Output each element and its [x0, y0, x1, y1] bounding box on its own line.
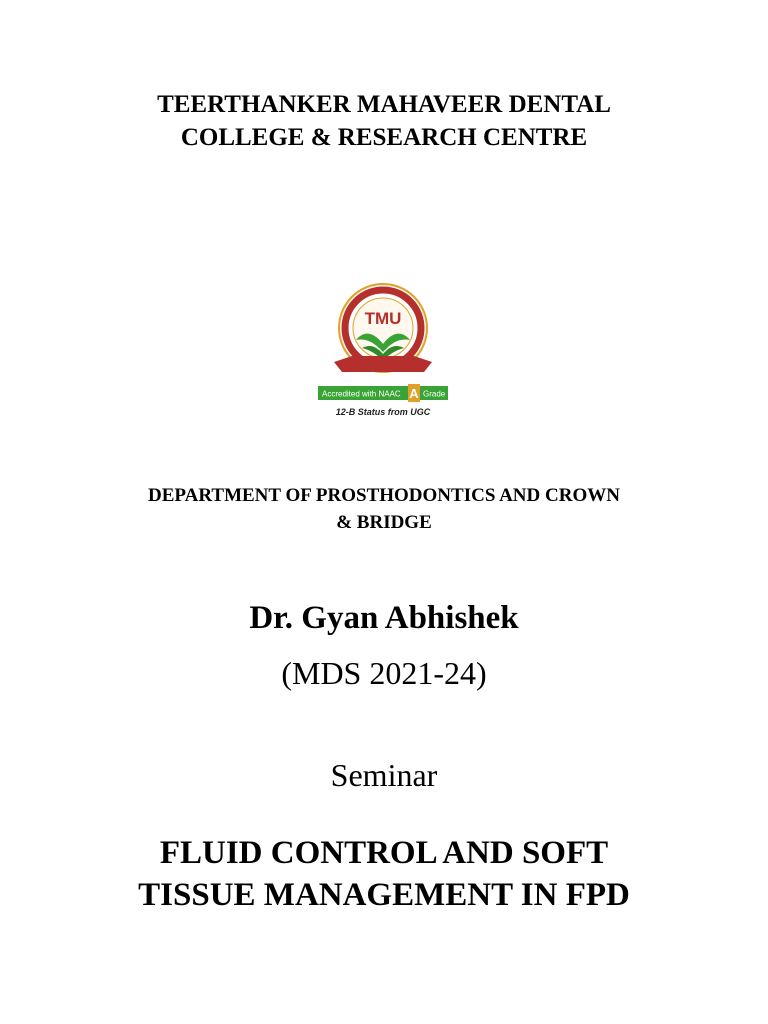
- department-title-line-1: DEPARTMENT OF PROSTHODONTICS AND CROWN: [148, 485, 620, 506]
- ugc-status-text: 12-B Status from UGC: [335, 407, 431, 417]
- seal-text: TMU: [364, 309, 402, 328]
- seminar-topic-line-1: FLUID CONTROL AND SOFT: [159, 835, 609, 871]
- college-title-line-1: TEERTHANKER MAHAVEER DENTAL: [157, 91, 611, 118]
- grade-word: Grade: [423, 389, 446, 399]
- college-title-line-2: COLLEGE & RESEARCH CENTRE: [180, 124, 588, 151]
- presenter-name: Dr. Gyan Abhishek: [249, 600, 519, 636]
- college-title: [0, 88, 768, 154]
- tmu-seal-icon: [312, 282, 454, 422]
- document-type: Seminar: [330, 757, 438, 793]
- tmu-logo: [312, 282, 454, 422]
- accreditation-text: Accredited with NAAC: [322, 389, 401, 399]
- seminar-topic-line-2: TISSUE MANAGEMENT IN FPD: [138, 877, 630, 913]
- seminar-topic: [0, 832, 768, 916]
- department-title-line-2: & BRIDGE: [336, 512, 432, 533]
- department-title: [0, 482, 768, 536]
- grade-letter: A: [409, 386, 419, 401]
- presenter-batch: (MDS 2021-24): [281, 655, 487, 691]
